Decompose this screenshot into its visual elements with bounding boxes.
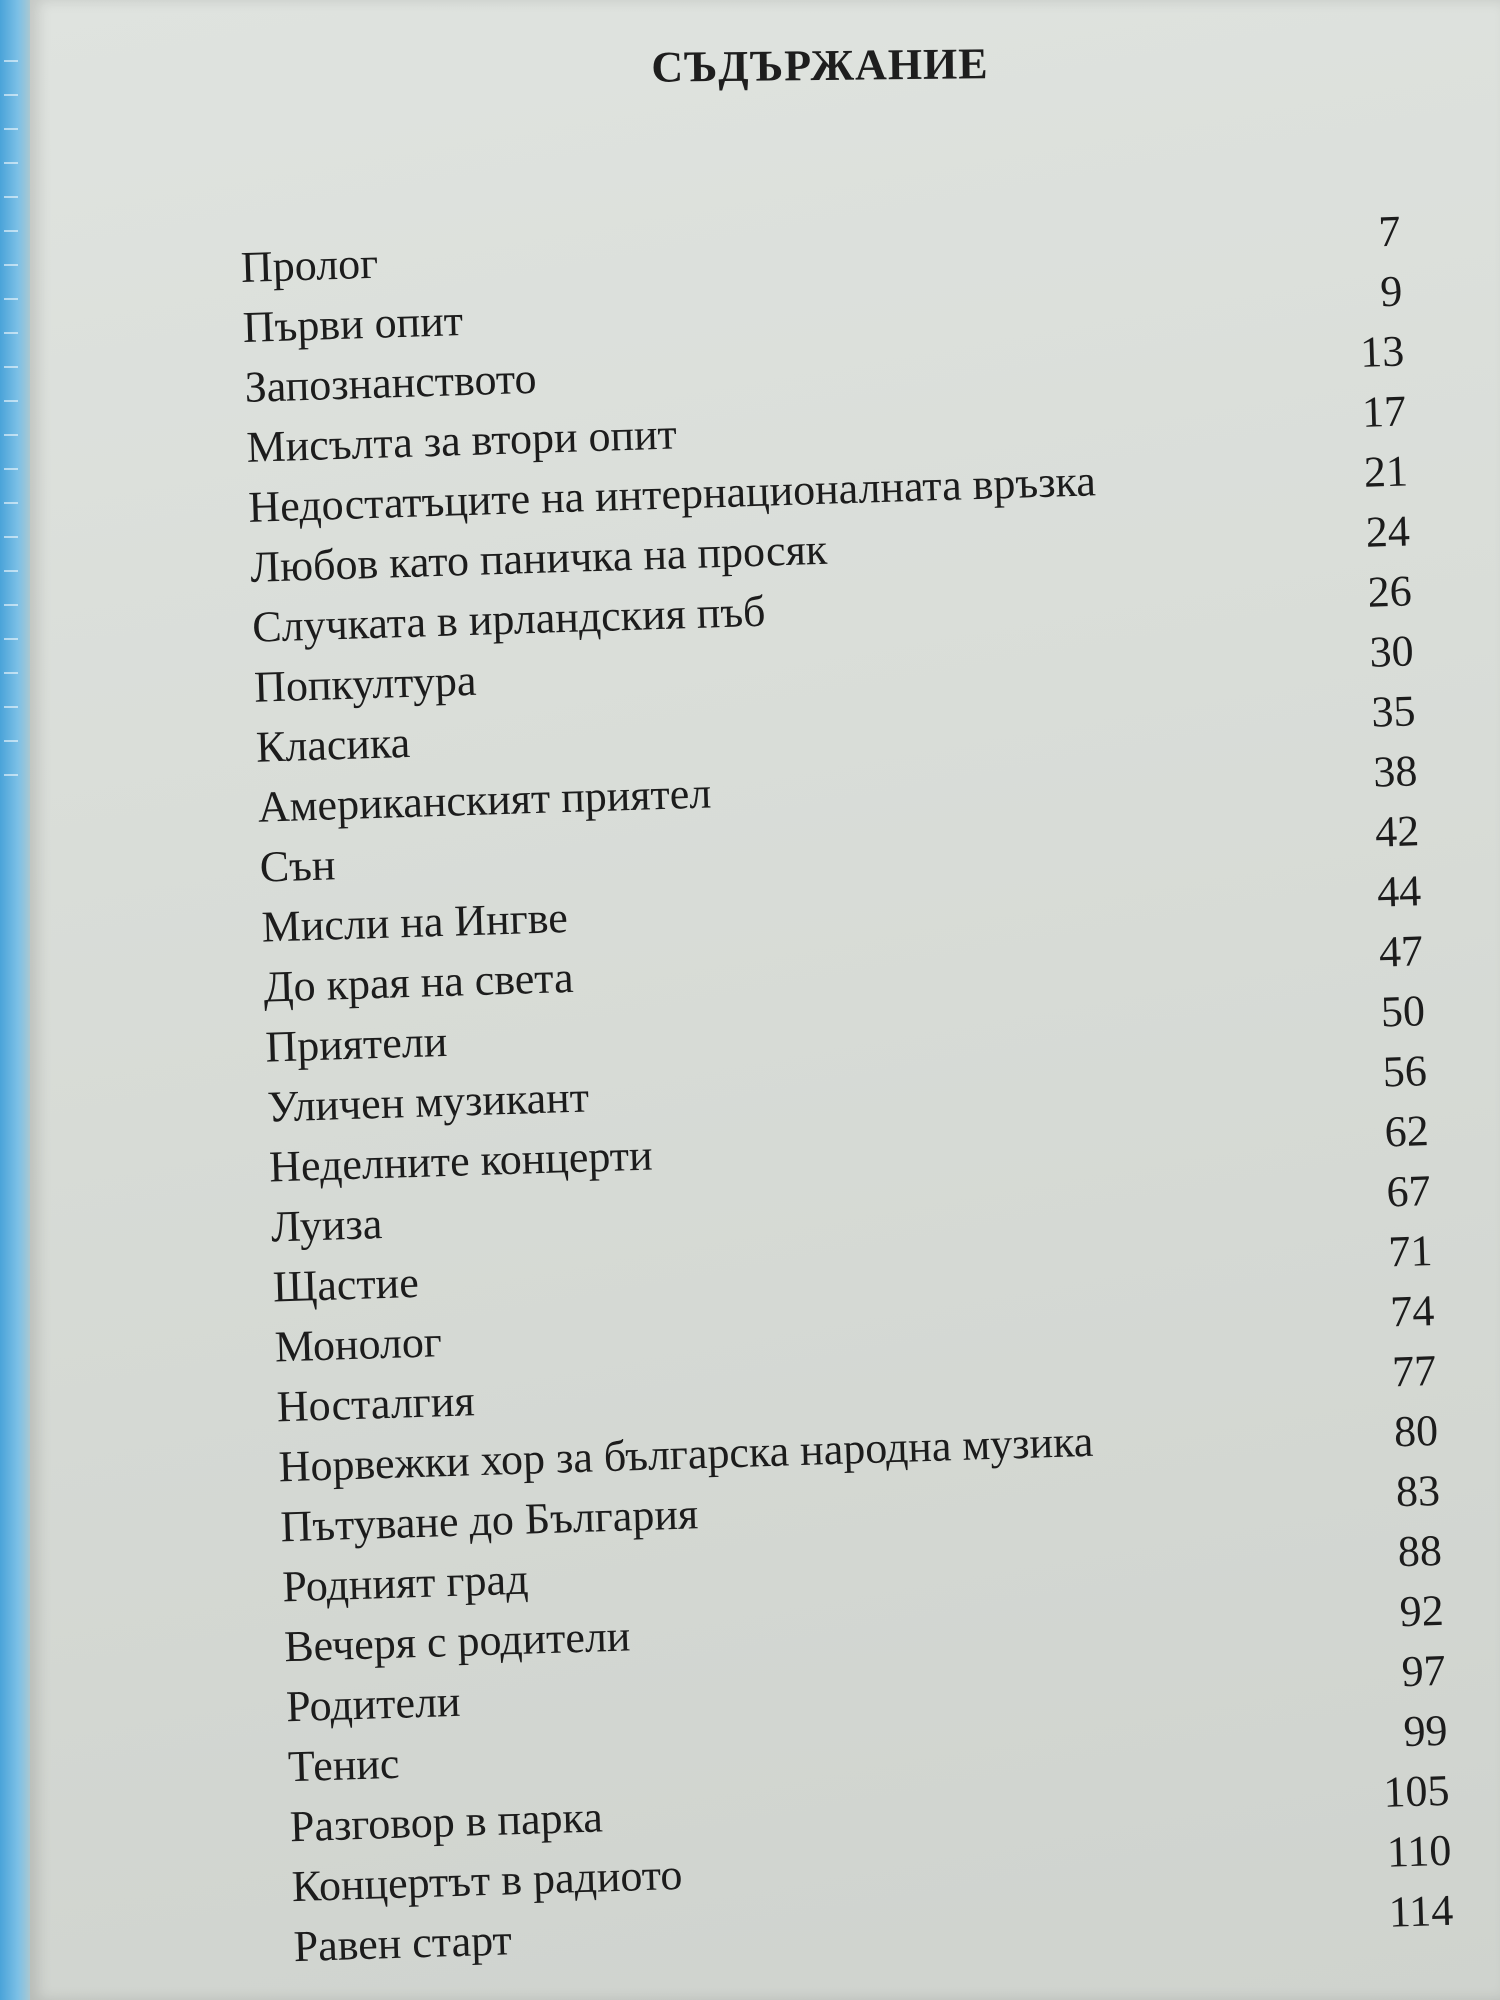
toc-entry-page-number: 88 xyxy=(1397,1525,1443,1577)
toc-entry-page-number: 21 xyxy=(1363,446,1409,497)
toc-entry-page-number: 47 xyxy=(1378,926,1424,977)
toc-entry-title: Пролог xyxy=(240,238,379,292)
table-of-contents xyxy=(240,202,1454,1972)
toc-entry-page-number: 74 xyxy=(1389,1286,1436,1337)
toc-entry-title: Приятели xyxy=(264,1016,448,1072)
toc-entry-title: Случката в ирландския пъб xyxy=(251,586,767,652)
toc-entry-title: Вечеря с родители xyxy=(283,1611,632,1672)
toc-entry-title: Пътуване до България xyxy=(279,1489,699,1552)
toc-entry-page-number: 42 xyxy=(1374,806,1420,857)
toc-entry-title: Мисълта за втори опит xyxy=(245,409,678,472)
toc-entry-title: Родители xyxy=(285,1676,462,1732)
toc-entry-title: Разговор в парка xyxy=(289,1792,604,1852)
book-cover-edge xyxy=(0,0,30,2000)
toc-entry-page-number: 99 xyxy=(1402,1705,1449,1757)
toc-entry-title: До края на света xyxy=(262,952,575,1012)
toc-entry-page-number: 110 xyxy=(1386,1825,1453,1877)
page-title: СЪДЪРЖАНИЕ xyxy=(651,39,989,92)
toc-entry-title: Попкултура xyxy=(253,655,478,712)
toc-entry-title: Концертът в радиото xyxy=(291,1849,684,1912)
toc-entry-page-number: 7 xyxy=(1377,206,1402,257)
toc-entry-title: Носталгия xyxy=(275,1376,476,1432)
toc-entry-title: Американският приятел xyxy=(257,768,712,832)
toc-entry-title: Мисли на Ингве xyxy=(260,893,569,952)
toc-entry-page-number: 80 xyxy=(1393,1405,1439,1457)
toc-entry-title: Родният град xyxy=(281,1554,530,1612)
toc-entry-page-number: 9 xyxy=(1379,266,1404,317)
toc-entry-title: Щастие xyxy=(272,1257,420,1312)
toc-entry-page-number: 24 xyxy=(1365,506,1411,557)
toc-entry-title: Луиза xyxy=(270,1199,383,1252)
book-page xyxy=(30,0,1500,2000)
toc-entry-title: Любов като паничка на просяк xyxy=(249,524,828,592)
toc-entry-title: Недостатъците на интернационалната връзка xyxy=(247,456,1097,532)
toc-entry-title: Класика xyxy=(255,717,411,772)
toc-entry-page-number: 17 xyxy=(1361,386,1407,437)
toc-entry-page-number: 62 xyxy=(1383,1106,1430,1157)
toc-entry-page-number: 50 xyxy=(1380,986,1426,1037)
toc-entry-page-number: 26 xyxy=(1366,566,1413,617)
toc-entry-page-number: 83 xyxy=(1395,1465,1441,1517)
toc-entry-title: Неделните концерти xyxy=(268,1130,654,1192)
toc-entry-page-number: 92 xyxy=(1398,1585,1445,1637)
toc-entry-title: Запознанството xyxy=(243,353,538,412)
toc-entry-page-number: 97 xyxy=(1400,1645,1447,1697)
toc-entry-page-number: 13 xyxy=(1359,326,1405,377)
toc-entry-page-number: 105 xyxy=(1382,1765,1451,1817)
toc-entry-title: Норвежки хор за българска народна музика xyxy=(277,1416,1095,1492)
toc-entry-page-number: 77 xyxy=(1391,1345,1437,1397)
toc-entry-page-number: 30 xyxy=(1368,626,1415,677)
toc-entry-page-number: 56 xyxy=(1381,1046,1428,1097)
toc-entry-title: Равен старт xyxy=(292,1915,513,1972)
toc-entry-page-number: 35 xyxy=(1370,686,1417,737)
toc-entry-title: Уличен музикант xyxy=(266,1072,590,1132)
toc-entry-title: Сън xyxy=(259,840,337,892)
toc-entry-page-number: 71 xyxy=(1387,1226,1434,1277)
toc-entry-page-number: 114 xyxy=(1388,1885,1454,1937)
toc-entry-page-number: 67 xyxy=(1385,1166,1432,1217)
toc-entry-title: Монолог xyxy=(274,1317,443,1372)
toc-entry-page-number: 38 xyxy=(1372,746,1419,797)
toc-entry-title: Тенис xyxy=(287,1738,401,1792)
toc-entry-title: Първи опит xyxy=(242,296,464,352)
toc-entry-page-number: 44 xyxy=(1376,866,1422,917)
